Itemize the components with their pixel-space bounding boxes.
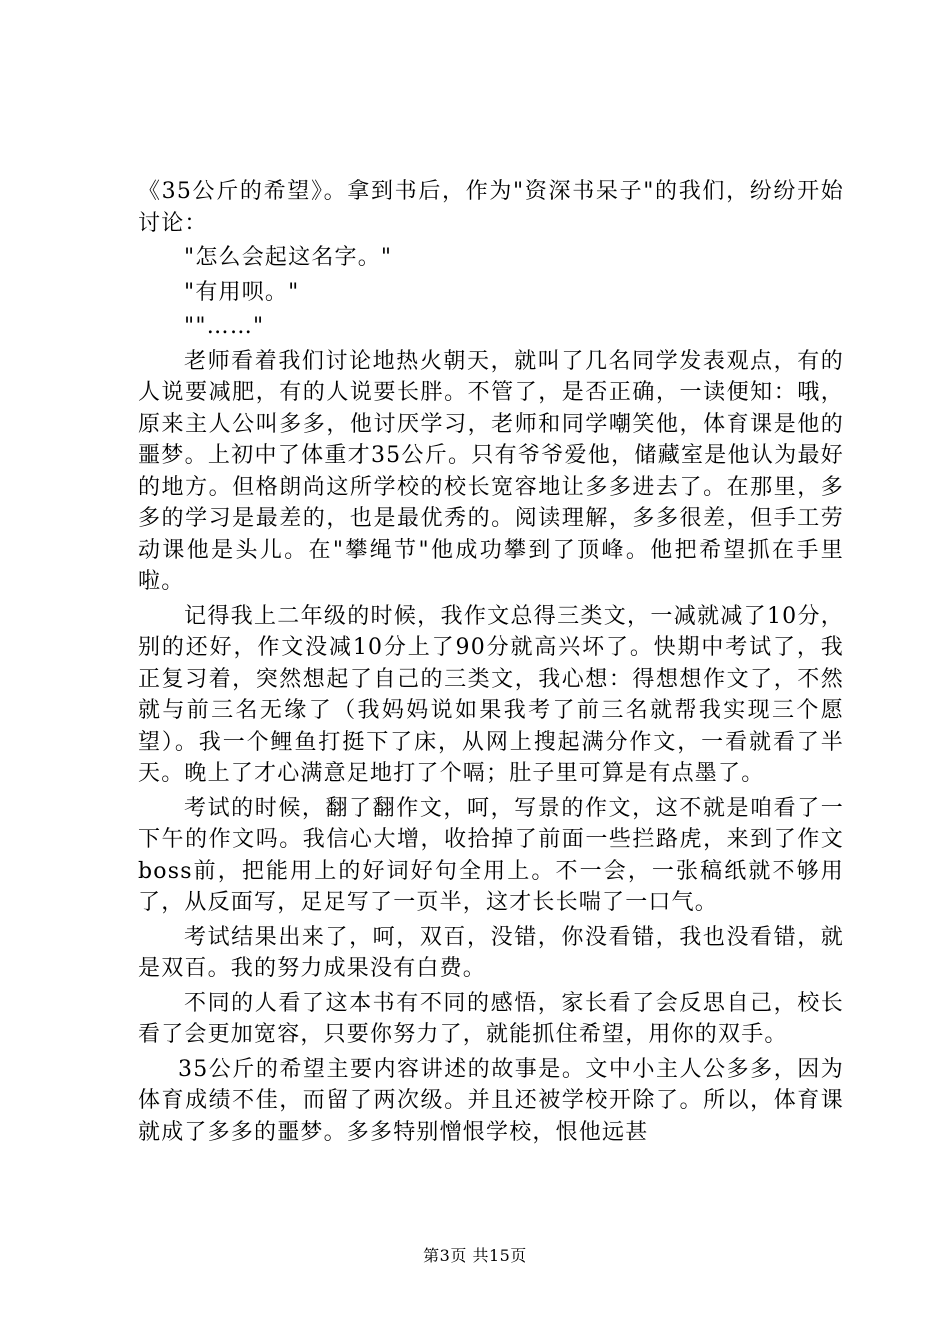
paragraph-plot: 35公斤的希望主要内容讲述的故事是。文中小主人公多多，因为体育成绩不佳，而留了两次级。并且还被学校开除了。所以，体育课就成了多多的噩梦。多多特别憎恨学校，恨他远甚 (138, 1056, 844, 1145)
paragraph-memory: 记得我上二年级的时候，我作文总得三类文，一减就减了10分，别的还好，作文没减10分上了90分就高兴坏了。快期中考试了，我正复习着，突然想起了自己的三类文，我心想：得想想作文了，不然就与前三名无缘了（我妈妈说如果我考了前三名就帮我实现三个愿望）。我一个鲤鱼打挺下了床，从网上搜起满分作文，一看就看了半天。晚上了才心满意足地打了个嗝；肚子里可算是有点墨了。 (138, 603, 844, 786)
paragraph-quote-1: "怎么会起这名字。" (184, 245, 393, 270)
document-body (138, 176, 844, 1151)
page-number-footer: 第3页 共15页 (423, 1246, 527, 1265)
paragraph-exam: 考试的时候，翻了翻作文，呵，写景的作文，这不就是咱看了一下午的作文吗。我信心大增，收拾掉了前面一些拦路虎，来到了作文boss前，把能用上的好词好句全用上。不一会，一张稿纸就不够用了，从反面写，足足写了一页半，这才长长喘了一口气。 (138, 795, 844, 915)
paragraph-quote-3: ""……" (184, 314, 265, 339)
paragraph-reflection: 不同的人看了这本书有不同的感悟，家长看了会反思自己，校长看了会更加宽容，只要你努力了，就能抓住希望，用你的双手。 (138, 990, 844, 1047)
paragraph-summary: 老师看着我们讨论地热火朝天，就叫了几名同学发表观点，有的人说要减肥，有的人说要长胖。不管了，是否正确，一读便知：哦，原来主人公叫多多，他讨厌学习，老师和同学嘲笑他，体育课是他的噩梦。上初中了体重才35公斤。只有爷爷爱他，储藏室是他认为最好的地方。但格朗尚这所学校的校长宽容地让多多进去了。在那里，多多的学习是最差的，也是最优秀的。阅读理解，多多很差，但手工劳动课他是头儿。在"攀绳节"他成功攀到了顶峰。他把希望抓在手里啦。 (138, 348, 844, 594)
paragraph-result: 考试结果出来了，呵，双百，没错，你没看错，我也没看错，就是双百。我的努力成果没有白费。 (138, 924, 844, 981)
paragraph-intro: 《35公斤的希望》。拿到书后，作为"资深书呆子"的我们，纷纷开始讨论： (138, 179, 844, 236)
paragraph-quote-2: "有用呗。" (184, 279, 300, 305)
